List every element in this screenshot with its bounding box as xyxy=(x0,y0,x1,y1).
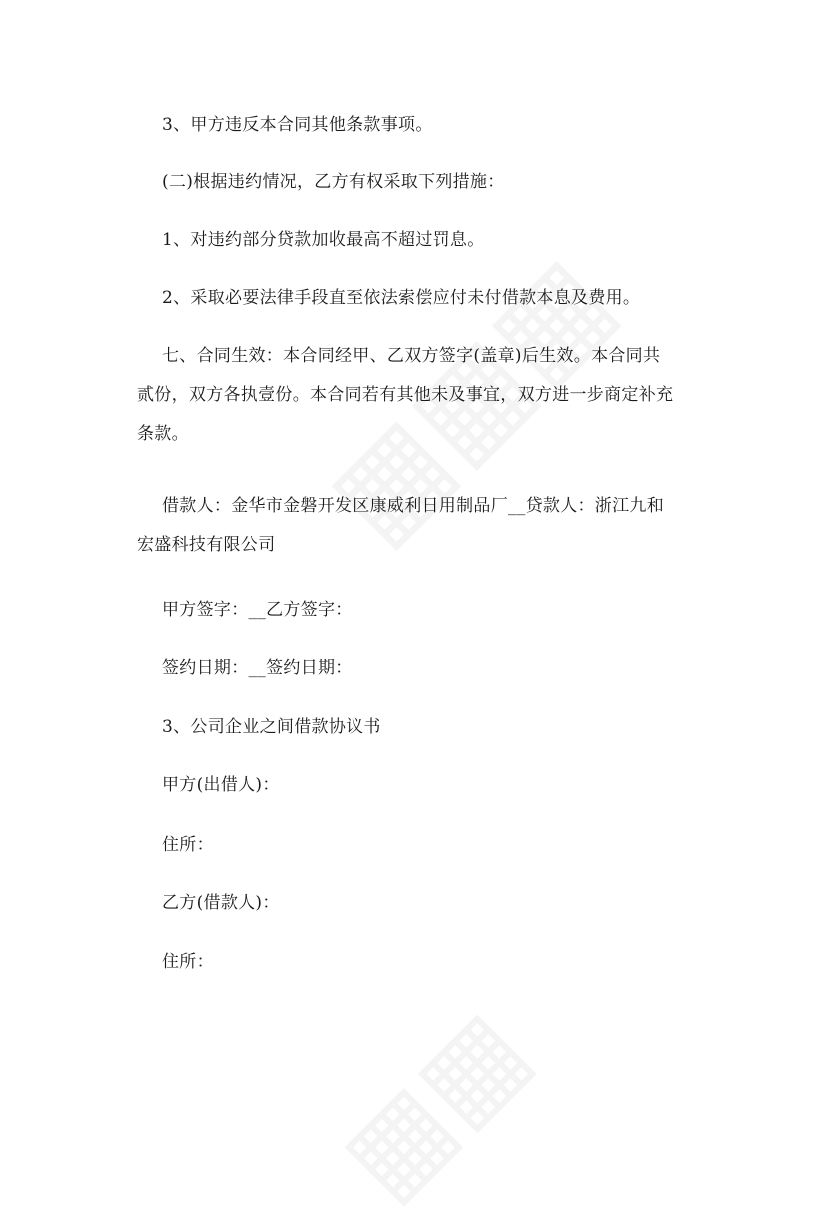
remedies-heading xyxy=(0,166,830,199)
text-line: 甲方(出借人)： xyxy=(162,775,280,795)
text-line: 住所： xyxy=(162,952,214,972)
text-line: 条款。 xyxy=(137,424,189,444)
text-line: 乙方(借款人)： xyxy=(162,893,280,913)
breach-item-3 xyxy=(0,109,830,142)
agreement-title xyxy=(0,711,830,744)
text-line: 签约日期：__签约日期： xyxy=(162,658,353,678)
text-line: 借款人：金华市金磐开发区康威利日用制品厂__贷款人：浙江九和 xyxy=(162,496,664,516)
text-line: (二)根据违约情况，乙方有权采取下列措施： xyxy=(162,172,505,192)
effectiveness xyxy=(0,340,830,451)
text-line: 七、合同生效：本合同经甲、乙双方签字(盖章)后生效。本合同共 xyxy=(162,346,661,366)
party-a-address xyxy=(0,829,830,862)
text-line: 3、公司企业之间借款协议书 xyxy=(162,717,381,737)
party-b-address xyxy=(0,946,830,979)
remedy-1 xyxy=(0,224,830,257)
parties xyxy=(0,490,830,562)
text-line: 住所： xyxy=(162,835,214,855)
text-line: 1、对违约部分贷款加收最高不超过罚息。 xyxy=(162,230,485,250)
text-line: 甲方签字：__乙方签字： xyxy=(162,600,353,620)
text-line: 贰份，双方各执壹份。本合同若有其他未及事宜，双方进一步商定补充 xyxy=(137,385,674,405)
sign-dates xyxy=(0,652,830,685)
remedy-2 xyxy=(0,282,830,315)
party-a xyxy=(0,769,830,802)
text-line: 宏盛科技有限公司 xyxy=(137,535,276,555)
signatures xyxy=(0,594,830,627)
text-line: 2、采取必要法律手段直至依法索偿应付未付借款本息及费用。 xyxy=(162,288,641,308)
watermark-mark xyxy=(315,985,552,1222)
party-b xyxy=(0,887,830,920)
text-line: 3、甲方违反本合同其他条款事项。 xyxy=(162,115,433,135)
